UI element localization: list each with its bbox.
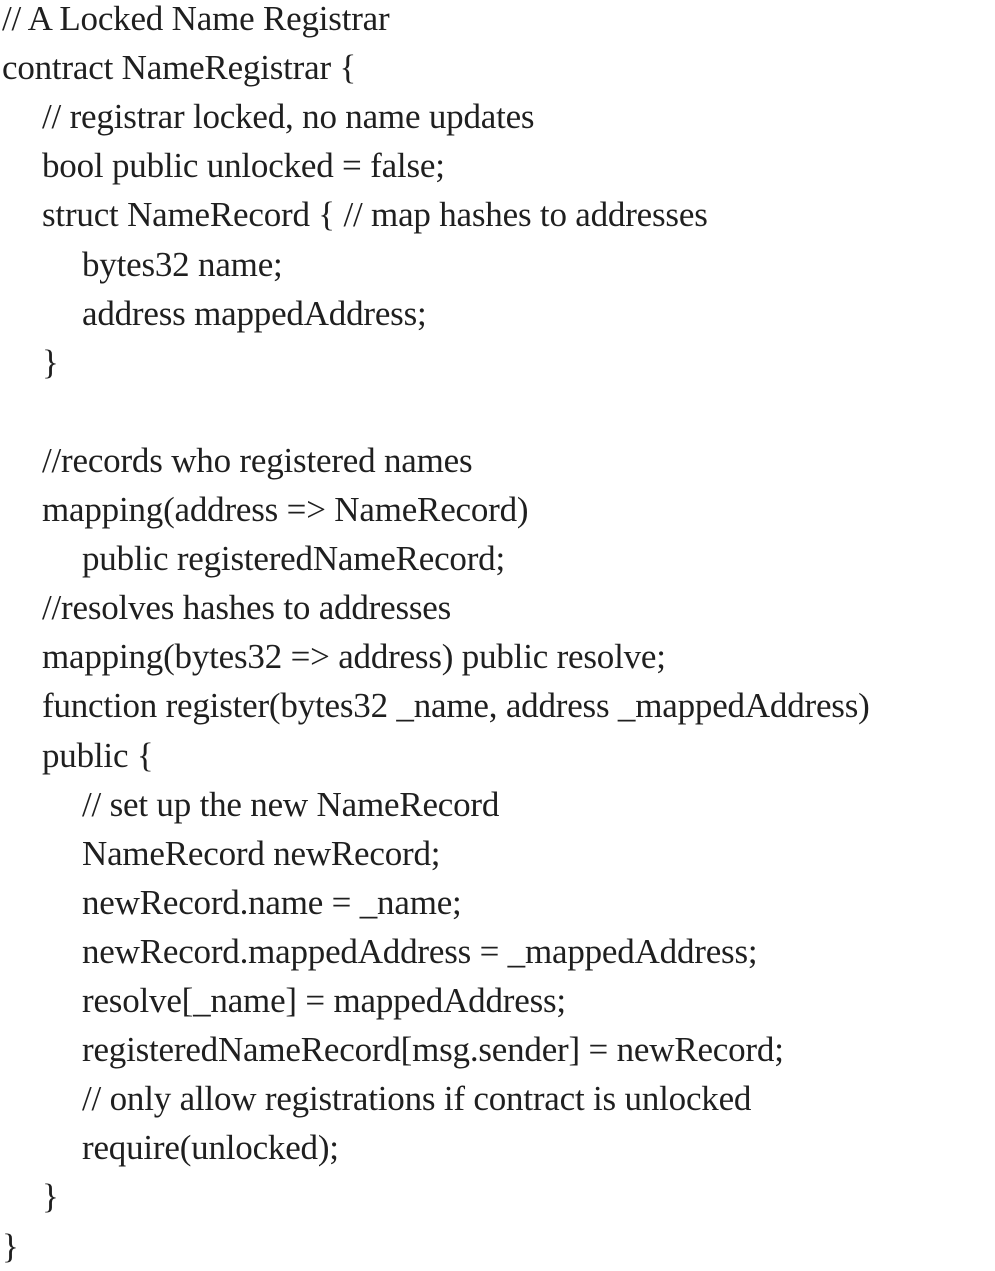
code-line-4: bool public unlocked = false; <box>42 146 445 186</box>
code-line-1: // A Locked Name Registrar <box>2 0 390 38</box>
code-line-11: mapping(address => NameRecord) <box>42 490 529 529</box>
code-line-13: //resolves hashes to addresses <box>42 588 452 628</box>
code-line-2: contract NameRegistrar { <box>2 48 357 88</box>
code-line-22: registeredNameRecord[msg.sender] = newRecord; <box>82 1030 784 1070</box>
code-line-12: public registeredNameRecord; <box>82 539 505 579</box>
code-line-14: mapping(bytes32 => address) public resolve; <box>42 637 666 677</box>
code-line-24: require(unlocked); <box>82 1128 339 1168</box>
code-line-15: function register(bytes32 _name, address _mappedAddress) <box>42 686 870 726</box>
code-line-26: } <box>2 1226 19 1266</box>
code-line-20: newRecord.mappedAddress = _mappedAddress; <box>82 931 758 971</box>
code-line-8: } <box>42 342 59 382</box>
code-line-10: //records who registered names <box>42 440 473 480</box>
code-line-5: struct NameRecord { // map hashes to addresses <box>42 195 708 235</box>
code-line-3: // registrar locked, no name updates <box>42 97 535 137</box>
code-line-19: newRecord.name = _name; <box>82 882 462 922</box>
code-line-17: // set up the new NameRecord <box>82 784 500 824</box>
code-line-25: } <box>42 1177 59 1217</box>
code-line-23: // only allow registrations if contract is unlocked <box>82 1079 752 1119</box>
code-line-7: address mappedAddress; <box>82 293 427 333</box>
code-line-16: public { <box>42 735 154 775</box>
code-line-6: bytes32 name; <box>82 244 283 284</box>
code-line-18: NameRecord newRecord; <box>82 833 441 873</box>
code-line-21: resolve[_name] = mappedAddress; <box>82 981 566 1020</box>
